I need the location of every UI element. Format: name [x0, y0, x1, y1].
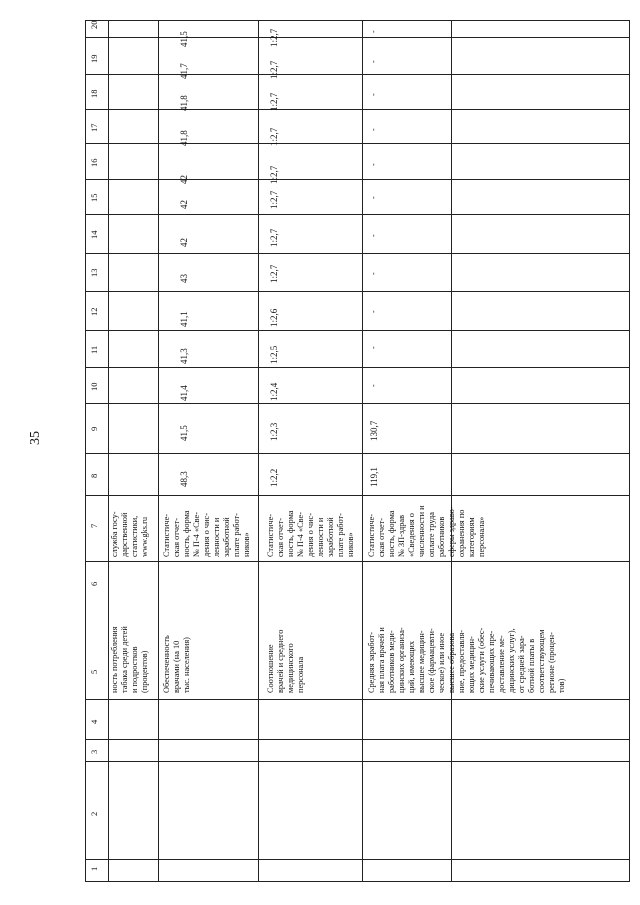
value-cell: -: [369, 346, 378, 349]
table-line: [158, 21, 159, 881]
page-number: 35: [28, 431, 43, 445]
value-cell: 41,1: [179, 311, 189, 327]
value-cell: 43: [179, 274, 189, 283]
column-number: 6: [89, 581, 99, 586]
value-cell: 1:2,5: [269, 345, 279, 364]
source-text: Статистиче- ская отчет- ность, форма № ЗП-здрав «Сведения о численности и оплате труда работников сферы здраво- охранения по категориям персонала»: [367, 505, 486, 557]
column-number: 5: [89, 669, 99, 674]
value-cell: 130,7: [369, 420, 379, 441]
column-number: 12: [89, 307, 99, 316]
source-text: служба госу- дарственной статистики, www.gks.ru: [110, 511, 149, 557]
value-cell: -: [369, 384, 378, 387]
indicator-text: Обеспеченность врачами (на 10 тыс. населения): [162, 635, 191, 693]
table-line: [108, 21, 109, 881]
table-line: [86, 739, 629, 740]
table-line: [86, 761, 629, 762]
value-cell: 41,5: [179, 31, 189, 47]
table-line: [86, 367, 629, 368]
value-cell: 1:2,7: [269, 92, 279, 111]
value-cell: -: [369, 163, 378, 166]
value-cell: 48,3: [179, 471, 189, 487]
table-line: [86, 214, 629, 215]
value-cell: -: [369, 196, 378, 199]
value-cell: 41,7: [179, 63, 189, 79]
value-cell: 1:2,7: [269, 190, 279, 209]
value-cell: 1:2,7: [269, 264, 279, 283]
table-line: [86, 330, 629, 331]
column-number: 3: [89, 749, 99, 754]
column-number: 16: [89, 158, 99, 167]
table-line: [451, 21, 452, 881]
value-cell: 1:2,4: [269, 382, 279, 401]
indicator-text: ность потребления табака среди детей и подростков (процентов): [110, 626, 149, 693]
value-cell: 41,8: [179, 95, 189, 111]
column-number: 1: [89, 866, 99, 871]
value-cell: 1:2,7: [269, 228, 279, 247]
table-line: [362, 21, 363, 881]
table-line: [86, 74, 629, 75]
column-number: 17: [89, 123, 99, 132]
table-line: [86, 291, 629, 292]
column-number: 14: [89, 230, 99, 239]
table-line: [86, 109, 629, 110]
indicator-text: Средняя заработ- ная плата врачей и работников меди- цинских организа- ций, имеющих высшее медицин- ское (фармацевти- ческое) или иное высшее образова- ние, предоставля- ющих медицин- ские услуги (обес- печивающих пре- доставление ме- дицинских услуг), от средней зара- ботной платы в соответствующем регионе (процен- тов): [367, 627, 566, 693]
source-text: Статистиче- ская отчет- ность, форма № П-4 «Све- дения о чис- ленности и заработной плате работ- ников»: [266, 510, 355, 557]
column-number: 8: [89, 473, 99, 478]
table-line: [86, 143, 629, 144]
column-number: 13: [89, 268, 99, 277]
value-cell: -: [369, 30, 378, 33]
value-cell: 41,4: [179, 385, 189, 401]
value-cell: 119,1: [369, 467, 379, 487]
value-cell: 42: [179, 175, 189, 184]
column-number: 2: [89, 811, 99, 816]
value-cell: 1:2,7: [269, 127, 279, 146]
value-cell: -: [369, 128, 378, 131]
value-cell: 41,8: [179, 130, 189, 146]
value-cell: 1:2,3: [269, 422, 279, 441]
data-table: [85, 20, 630, 882]
table-line: [86, 179, 629, 180]
indicator-text: Соотношение врачей и среднего медицинского персонала: [266, 629, 305, 693]
value-cell: 1:2,7: [269, 28, 279, 47]
value-cell: 1:2,6: [269, 308, 279, 327]
value-cell: 1:2,2: [269, 468, 279, 487]
value-cell: -: [369, 272, 378, 275]
source-text: Статистиче- ская отчет- ность, форма № П-4 «Све- дения о чис- ленности и заработной плате работ- ников»: [162, 510, 251, 557]
column-number: 15: [89, 193, 99, 202]
value-cell: 41,3: [179, 348, 189, 364]
value-cell: 1:2,7: [269, 60, 279, 79]
table-line: [86, 699, 629, 700]
value-cell: 1:2,7: [269, 165, 279, 184]
column-number: 20: [89, 20, 99, 29]
column-number: 7: [89, 523, 99, 528]
value-cell: -: [369, 93, 378, 96]
column-number: 9: [89, 426, 99, 431]
column-number: 19: [89, 54, 99, 63]
column-number: 18: [89, 89, 99, 98]
table-line: [86, 859, 629, 860]
value-cell: 42: [179, 238, 189, 247]
value-cell: -: [369, 60, 378, 63]
value-cell: 41,5: [179, 425, 189, 441]
value-cell: -: [369, 310, 378, 313]
table-line: [86, 453, 629, 454]
column-number: 11: [89, 345, 99, 354]
value-cell: -: [369, 234, 378, 237]
table-line: [86, 253, 629, 254]
column-number: 4: [89, 719, 99, 724]
value-cell: 42: [179, 200, 189, 209]
table-line: [86, 403, 629, 404]
column-number: 10: [89, 382, 99, 391]
table-line: [86, 37, 629, 38]
table-line: [258, 21, 259, 881]
